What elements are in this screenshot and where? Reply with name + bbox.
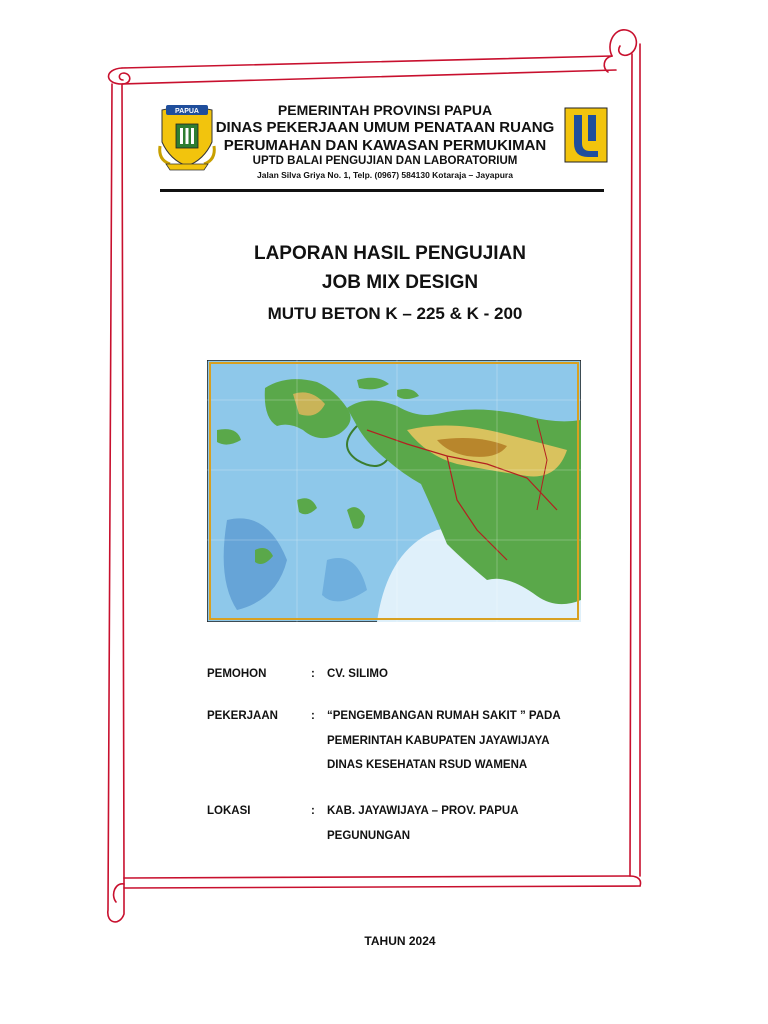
work-value-line2: PEMERINTAH KABUPATEN JAYAWIJAYA bbox=[327, 735, 550, 747]
letterhead-divider bbox=[160, 189, 604, 192]
pu-ministry-logo-icon bbox=[564, 107, 608, 163]
papua-topographic-map-icon bbox=[207, 360, 581, 622]
header-department-sub: PERUMAHAN DAN KAWASAN PERMUKIMAN bbox=[223, 137, 547, 154]
applicant-value: CV. SILIMO bbox=[327, 668, 388, 680]
report-year: TAHUN 2024 bbox=[364, 934, 436, 948]
papua-ribbon-text: PAPUA bbox=[175, 108, 199, 115]
work-label: PEKERJAAN bbox=[207, 710, 278, 722]
applicant-label: PEMOHON bbox=[207, 668, 267, 680]
work-colon: : bbox=[311, 710, 315, 722]
location-value-line1: KAB. JAYAWIJAYA – PROV. PAPUA bbox=[327, 805, 519, 817]
header-unit: UPTD BALAI PENGUJIAN DAN LABORATORIUM bbox=[252, 155, 518, 167]
work-value-line3: DINAS KESEHATAN RSUD WAMENA bbox=[327, 759, 528, 771]
concrete-grade-title: MUTU BETON K – 225 & K - 200 bbox=[267, 304, 523, 323]
report-subtitle: JOB MIX DESIGN bbox=[321, 272, 479, 293]
header-province: PEMERINTAH PROVINSI PAPUA bbox=[277, 102, 493, 118]
letterhead bbox=[150, 100, 620, 195]
report-title: LAPORAN HASIL PENGUJIAN bbox=[253, 243, 526, 264]
header-address: Jalan Silva Griya No. 1, Telp. (0967) 584130 Kotaraja – Jayapura bbox=[257, 170, 513, 180]
applicant-colon: : bbox=[311, 668, 315, 680]
location-value-line2: PEGUNUNGAN bbox=[327, 830, 411, 842]
location-label: LOKASI bbox=[207, 805, 251, 817]
location-colon: : bbox=[311, 805, 315, 817]
header-department: DINAS PEKERJAAN UMUM PENATAAN RUANG bbox=[215, 119, 555, 136]
work-value-line1: “PENGEMBANGAN RUMAH SAKIT ” PADA bbox=[327, 710, 561, 722]
